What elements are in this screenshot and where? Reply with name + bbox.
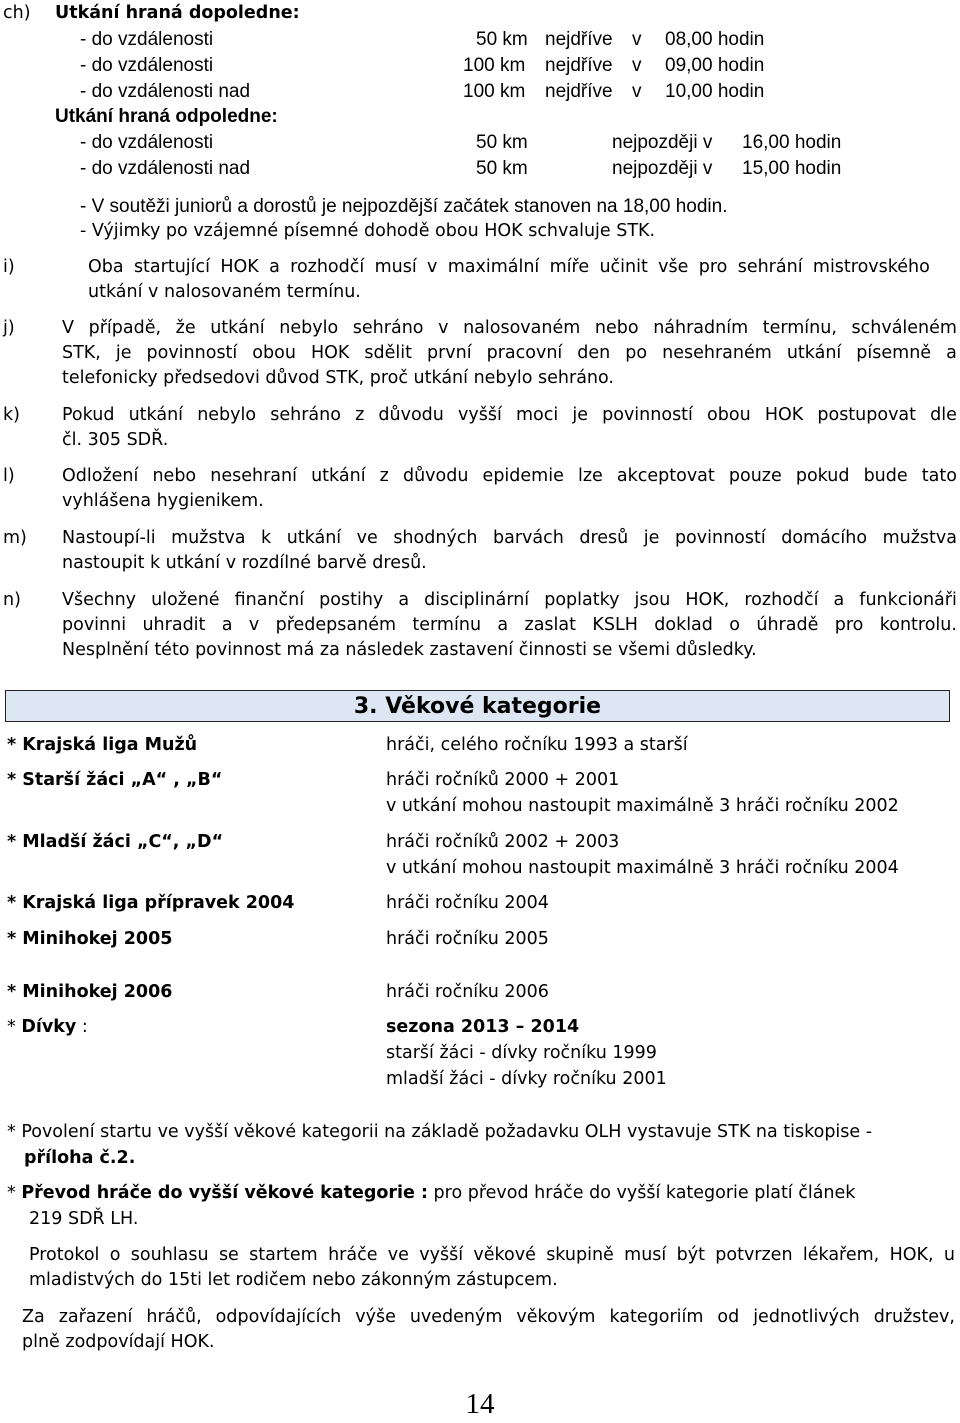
schedule-distance: 100 km [463,55,526,76]
paragraph-line: V případě, že utkání nebylo sehráno v nalosovaném nebo náhradním termínu, schváleném [62,318,957,338]
section-k-text [62,403,957,453]
permission-attachment: příloha č.2. [24,1148,136,1168]
category-girls [7,1017,88,1037]
schedule-time: 09,00 hodin [665,55,765,76]
schedule-time: 16,00 hodin [742,132,842,153]
paragraph-line: Všechny uložené finanční postihy a disciplinární poplatky jsou HOK, rozhodčí a funkcionáři [62,590,957,610]
note-exceptions: - Výjimky po vzájemné písemné dohodě obou HOK schvaluje STK. [80,221,656,241]
section-k-marker: k) [3,405,20,425]
protocol-note [29,1243,955,1293]
paragraph-line: * Povolení startu ve vyšší věkové kategorii na základě požadavku OLH vystavuje STK na tiskopise - [7,1122,873,1142]
permission-note [7,1122,953,1142]
bullet-star: * [7,1017,22,1037]
schedule-label: - do vzdálenosti [80,29,214,50]
category-name: * Krajská liga přípravek 2004 [7,893,295,913]
responsibility-note [22,1305,955,1355]
age-categories-title: 3. Věkové kategorie [353,694,602,719]
paragraph-line: Protokol o souhlasu se startem hráče ve vyšší věkové skupině musí být potvrzen lékařem, HOK, u [29,1245,955,1265]
schedule-when: nejdříve [545,81,613,102]
transfer-reference: 219 SDŘ LH. [29,1209,139,1229]
page-number: 14 [465,1388,495,1420]
paragraph-line: vyhlášena hygienikem. [62,491,264,511]
paragraph-line: STK, je povinností obou HOK sdělit první pracovní den po nesehraném utkání písemně a [62,343,957,363]
schedule-time: 10,00 hodin [665,81,765,102]
girls-label: Dívky [21,1017,77,1037]
paragraph-line: Nesplnění této povinnost má za následek zastavení činnosti se všemi důsledky. [62,640,757,660]
schedule-when: nejpozději v [612,132,713,153]
section-m-marker: m) [3,528,27,548]
category-name: * Minihokej 2005 [7,929,173,949]
bullet-star: * [7,1183,22,1203]
schedule-prep: v [632,81,642,102]
paragraph-line: utkání v nalosovaném termínu. [88,282,361,302]
paragraph-line: Odložení nebo nesehraní utkání z důvodu epidemie lze akceptovat pouze pokud bude tato [62,466,957,486]
girls-colon: : [76,1017,88,1037]
category-desc-extra: v utkání mohou nastoupit maximálně 3 hráči ročníku 2004 [386,858,899,878]
schedule-time: 08,00 hodin [665,29,765,50]
paragraph-line: čl. 305 SDŘ. [62,430,169,450]
category-desc: hráči ročníku 2006 [386,982,549,1002]
category-desc: hráči ročníku 2004 [386,893,549,913]
paragraph-line: plně zodpovídají HOK. [22,1332,215,1352]
girls-younger: mladší žáci - dívky ročníku 2001 [386,1069,667,1089]
schedule-distance: 50 km [476,158,528,179]
transfer-note [7,1183,855,1203]
category-desc: hráči, celého ročníku 1993 a starší [386,735,688,755]
note-juniors: - V soutěži juniorů a dorostů je nejpozdější začátek stanoven na 18,00 hodin. [80,196,728,217]
category-name: * Mladší žáci „C“, „D“ [7,832,224,852]
schedule-when: nejdříve [545,55,613,76]
category-name: * Krajská liga Mužů [7,735,198,755]
schedule-label: - do vzdálenosti nad [80,158,251,179]
transfer-heading: Převod hráče do vyšší věkové kategorie : [21,1183,428,1203]
section-m-text [62,526,957,576]
paragraph-line: mladistvých do 15ti let rodičem nebo zákonným zástupcem. [29,1270,558,1290]
category-desc: hráči ročníků 2002 + 2003 [386,832,620,852]
schedule-label: - do vzdálenosti [80,132,214,153]
heading-afternoon: Utkání hraná odpoledne: [55,106,278,127]
section-l-marker: l) [3,466,15,486]
paragraph-line: telefonicky předsedovi důvod STK, proč utkání nebylo sehráno. [62,368,614,388]
section-i-marker: i) [3,257,15,277]
section-i-text [88,255,930,305]
schedule-prep: v [632,29,642,50]
category-name: * Minihokej 2006 [7,982,173,1002]
paragraph-line: nastoupit k utkání v rozdílné barvě dresů. [62,553,427,573]
section-j-text [62,316,957,391]
section-ch-marker: ch) [3,3,31,23]
heading-morning: Utkání hraná dopoledne: [55,3,300,23]
schedule-distance: 100 km [463,81,526,102]
paragraph-line: Za zařazení hráčů, odpovídajících výše uvedeným věkovým kategoriím od jednotlivých družstev, [22,1307,955,1327]
schedule-prep: v [632,55,642,76]
paragraph-line: Pokud utkání nebylo sehráno z důvodu vyšší moci je povinností obou HOK postupovat dle [62,405,957,425]
section-n-marker: n) [3,590,21,610]
paragraph-line: Oba startující HOK a rozhodčí musí v maximální míře učinit vše pro sehrání mistrovského [88,257,930,277]
transfer-text: pro převod hráče do vyšší kategorie platí článek [427,1183,856,1203]
schedule-time: 15,00 hodin [742,158,842,179]
schedule-distance: 50 km [476,29,528,50]
category-desc: hráči ročníku 2005 [386,929,549,949]
category-desc-extra: v utkání mohou nastoupit maximálně 3 hráči ročníku 2002 [386,796,899,816]
paragraph-line: Nastoupí-li mužstva k utkání ve shodných barvách dresů je povinností domácího mužstva [62,528,957,548]
schedule-distance: 50 km [476,132,528,153]
schedule-when: nejpozději v [612,158,713,179]
schedule-label: - do vzdálenosti [80,55,214,76]
age-categories-banner [5,690,950,722]
paragraph-line: povinni uhradit a v předepsaném termínu a zaslat KSLH doklad o úhradě pro kontrolu. [62,615,957,635]
girls-older: starší žáci - dívky ročníku 1999 [386,1043,657,1063]
section-l-text [62,464,957,514]
category-name: * Starší žáci „A“ , „B“ [7,770,223,790]
category-desc: hráči ročníků 2000 + 2001 [386,770,620,790]
schedule-when: nejdříve [545,29,613,50]
schedule-label: - do vzdálenosti nad [80,81,251,102]
section-n-text [62,588,957,663]
girls-season: sezona 2013 – 2014 [386,1017,580,1037]
section-j-marker: j) [3,318,15,338]
